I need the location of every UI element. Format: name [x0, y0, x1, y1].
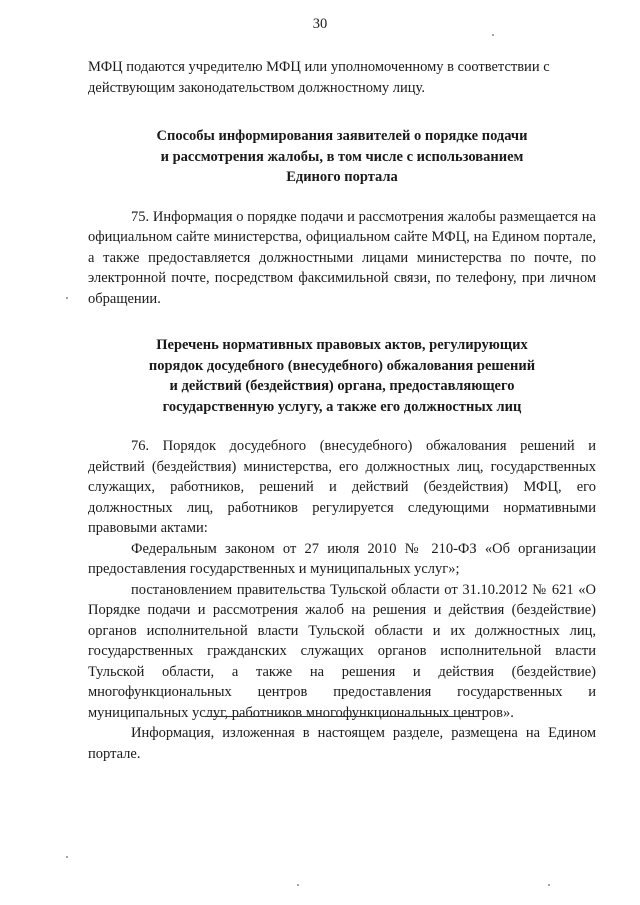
scan-speck [297, 884, 299, 886]
scan-speck [66, 856, 68, 858]
section-heading-legal-acts [88, 335, 596, 417]
closing-paragraph: Информация, изложенная в настоящем разделе, размещена на Едином портале. [88, 725, 596, 762]
section-heading-informing [88, 126, 596, 188]
section-heading-line: государственную услугу, а также его должностных лиц [162, 398, 522, 415]
intro-paragraph [88, 57, 596, 98]
section-heading-line: и рассмотрения жалобы, в том числе с использованием [160, 148, 524, 165]
law-item-federal: Федеральным законом от 27 июля 2010 № 210-ФЗ «Об организации предоставления государственных и муниципальных услуг»; [88, 540, 596, 577]
intro-line-2: действующим законодательством должностному лицу. [88, 79, 425, 96]
page-content [88, 57, 596, 764]
section-heading-line: Перечень нормативных правовых актов, регулирующих [156, 337, 528, 353]
section-heading-line: Способы информирования заявителей о порядке подачи [156, 128, 528, 144]
section-heading-line: Единого портала [286, 169, 398, 185]
paragraph-75: 75. Информация о порядке подачи и рассмотрения жалобы размещается на официальном сайте министерства, официальном сайте МФЦ, на Едином портале, а также предоставляется должностными лицами министерства по почте, по электронной почте, посредством факсимильной связи, по телефону, при личном обращении. [88, 208, 596, 307]
paragraph-76: 76. Порядок досудебного (внесудебного) обжалования решений и действий (бездействия) министерства, его должностных лиц, государственных служащих, работников, решений и действий (бездействия) МФЦ, его должностных лиц, работников регулируется следующими нормативными правовыми актами: [88, 438, 596, 536]
end-divider-line [205, 716, 477, 717]
scan-speck [548, 884, 550, 886]
law-item-regional: постановлением правительства Тульской области от 31.10.2012 № 621 «О Порядке подачи и рассмотрения жалоб на решения и действия (бездействие) органов исполнительной власти Тульской области и их должностных лиц, государственных гражданских служащих органов исполнительной власти Тульской области, а также на решения и действия (бездействие) многофункциональных центров предоставления государственных и муниципальных услуг, работников многофункциональных центров». [88, 581, 596, 721]
scan-speck [492, 34, 494, 36]
intro-line-1: МФЦ подаются учредителю МФЦ или уполномоченному в соответствии с [88, 59, 550, 75]
page-number: 30 [312, 16, 328, 32]
section-heading-line: и действий (бездействия) органа, предоставляющего [169, 378, 515, 394]
scan-speck [66, 297, 68, 299]
section-heading-line: порядок досудебного (внесудебного) обжалования решений [148, 357, 536, 374]
